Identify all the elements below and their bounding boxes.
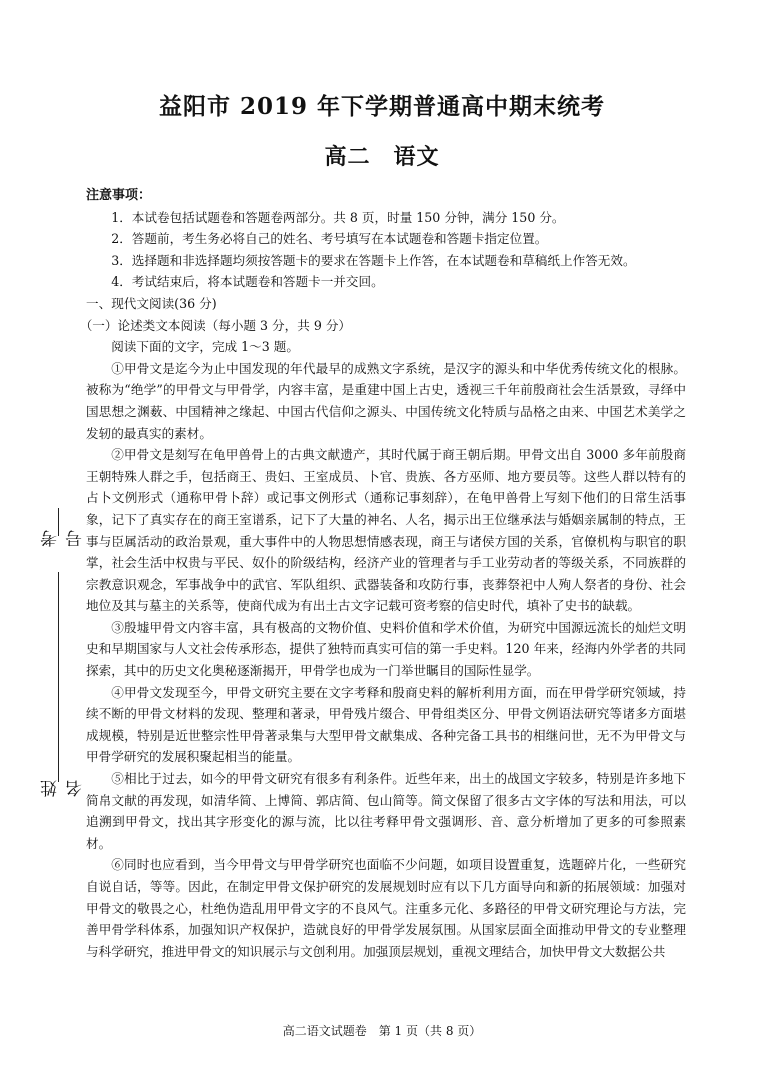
exam-subtitle: 高二 语文 [324, 144, 440, 170]
reading-instruction: 阅读下面的文字，完成 1～3 题。 [111, 339, 299, 355]
subsection-heading: （一）论述类文本阅读（每小题 3 分，共 9 分） [79, 317, 352, 333]
note-item: 1．本试卷包括试题卷和答题卷两部分。共 8 页，时量 150 分钟，满分 150 分。 [111, 209, 565, 225]
name-label: 姓名 [41, 780, 86, 797]
passage-paragraph-4: ④甲骨文发现至今，甲骨文研究主要在文字考释和殷商史料的解析利用方面，而在甲骨学研究领域，持续不断的甲骨文材料的发现、整理和著录，甲骨残片缀合、甲骨组类区分、甲骨文例语法研究等诸多方面堪成规模，特别是近世整宗性甲骨著录集与大型甲骨文献集成、各种完备工具书的相继问世，无不为甲骨文与甲骨学研究的发展积聚起相当的能量。 [86, 684, 686, 765]
page-footer: 高二语文试题卷 第 1 页（共 8 页） [282, 1024, 482, 1038]
passage-paragraph-6: ⑥同时也应看到，当今甲骨文与甲骨学研究也面临不少问题，如项目设置重复，选题碎片化，一些研究自说自话，等等。因此，在制定甲骨文保护研究的发展规划时应有以下几方面导向和新的拓展领域：加强对甲骨文的敬畏之心，杜绝伪造乱用甲骨文字的不良风气。注重多元化、多路径的甲骨文研究理论与方法，完善甲骨学科体系，加强知识产权保护，造就良好的甲骨学发展氛围。从国家层面全面推动甲骨文的专业整理与科学研究，推进甲骨文的知识展示与文创利用。加强顶层规划，重视文理结合，加快甲骨文大数据公共 [86, 857, 686, 959]
passage-paragraph-2: ②甲骨文是刻写在龟甲兽骨上的古典文献遗产，其时代属于商王朝后期。甲骨文出自 3000 多年前殷商王朝特殊人群之手，包括商王、贵妇、王室成员、卜官、贵族、各方巫师、地方要员等。这些人群以特有的占卜文例形式（通称甲骨卜辞）或记事文例形式（通称记事刻辞），在龟甲兽骨上写刻下他们的日常生活事象，记下了真实存在的商王室谱系，记下了大量的神名、人名，揭示出王位继承法与婚姻亲属制的特点，王事与臣属活动的政治景观，重大事件中的人物思想情感表现，商王与诸侯方国的关系，官僚机构与职官的职掌，社会生活中权贵与平民、奴仆的阶级结构，经济产业的管理者与手工业劳动者的等级关系，不同族群的宗教意识观念，军事战争中的武官、军队组织、武器装备和攻防行事，丧葬祭祀中人殉人祭者的身份、社会地位及其与墓主的关系等，使商代成为有出土古文字记载可资考察的信史时代，填补了史书的缺载。 [86, 447, 686, 614]
note-item: 4．考试结束后，将本试题卷和答题卡一并交回。 [111, 274, 384, 290]
section-heading: 一、现代文阅读(36 分) [86, 295, 217, 311]
passage-paragraph-5: ⑤相比于过去，如今的甲骨文研究有很多有利条件。近些年来，出土的战国文字较多，特别是许多地下简帛文献的再发现，如清华简、上博简、郭店简、包山简等。简文保留了很多古文字体的写法和用法，可以追溯到甲骨文，找出其字形变化的源与流，比以往考释甲骨文强调形、音、意分析增加了更多的可参照素材。 [86, 771, 686, 851]
passage-paragraph-1: ①甲骨文是迄今为止中国发现的年代最早的成熟文字系统，是汉字的源头和中华优秀传统文化的根脉。被称为“绝学”的甲骨文与甲骨学，内容丰富，是重建中国上古史，透视三千年前殷商社会生活景致，寻绎中国思想之渊薮、中国精神之缘起、中国古代信仰之源头、中国传统文化特质与品格之由来、中国艺术美学之发轫的最真实的素材。 [86, 360, 686, 441]
exam-number-label: 考号 [41, 530, 86, 547]
exam-title: 益阳市 2019 年下学期普通高中期末统考 [158, 93, 606, 120]
name-line[interactable] [58, 742, 59, 782]
note-item: 2．答题前，考生务必将自己的姓名、考号填写在本试题卷和答题卡指定位置。 [111, 231, 548, 247]
note-item: 3．选择题和非选择题均须按答题卡的要求在答题卡上作答，在本试题卷和草稿纸上作答无效。 [111, 252, 636, 268]
notes-heading: 注意事项： [86, 188, 152, 203]
exam-number-line[interactable] [58, 572, 59, 742]
exam-content [79, 185, 686, 962]
passage-paragraph-3: ③殷墟甲骨文内容丰富，具有极高的文物价值、史料价值和学术价值，为研究中国源远流长的灿烂文明史和早期国家与人文社会传承形态，提供了独特而真实可信的第一手史料。120 年来，经海内外学者的共同探索，其中的历史文化奥秘逐渐揭开，甲骨学也成为一门举世瞩目的国际性显学。 [86, 619, 686, 679]
